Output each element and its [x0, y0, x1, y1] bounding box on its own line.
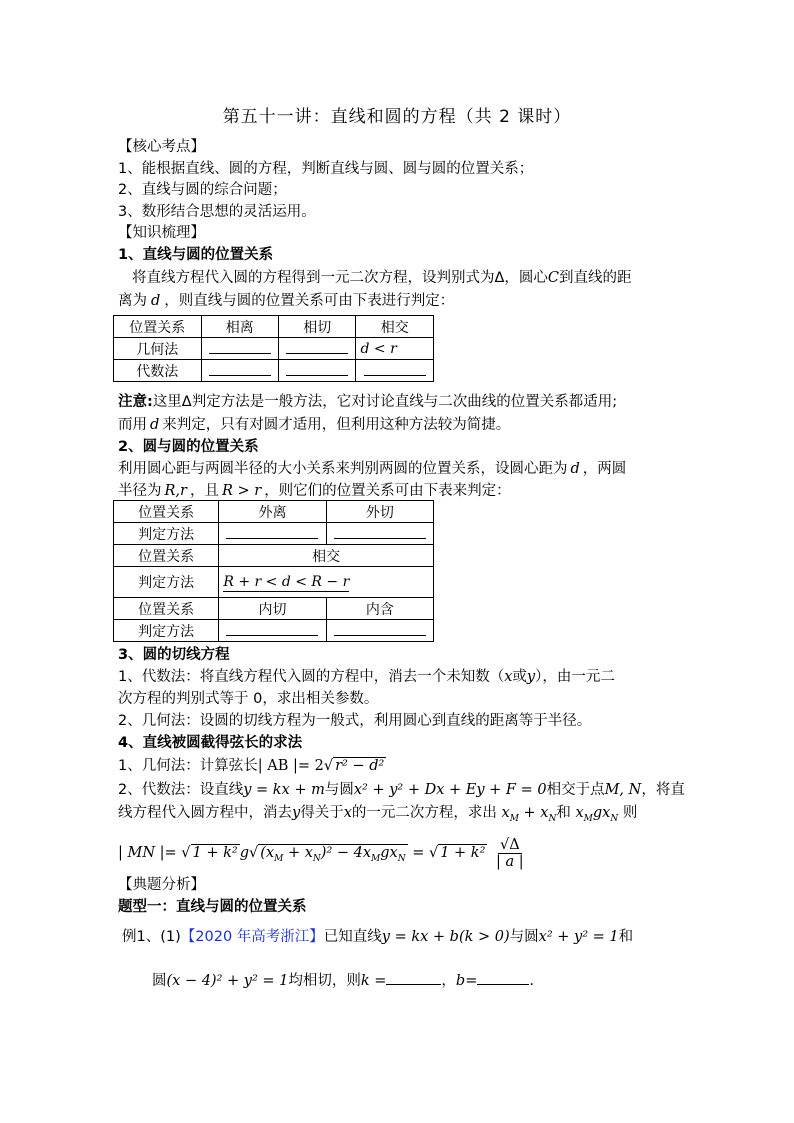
answer-cell: R + r < d < R − r: [219, 567, 434, 598]
section-2-title: 2、圆与圆的位置关系: [118, 439, 259, 455]
table-row-label: 判定方法: [114, 523, 219, 545]
page-title: 第五十一讲：直线和圆的方程（共 2 课时）: [222, 107, 572, 127]
table-header: 内切: [219, 598, 326, 620]
blank-cell: [219, 620, 326, 642]
blank-cell: [279, 338, 356, 360]
table-header: 外切: [326, 501, 433, 523]
section-4-line-3: 线方程代入圆方程中，消去y得关于x的一元二次方程，求出 $x_M + x_N$和 $x_Mgx_N$ 则: [118, 805, 638, 824]
analysis-heading: 【典题分析】: [118, 877, 205, 893]
table-row-label: 判定方法: [114, 620, 219, 642]
table-row-label: 位置关系: [114, 598, 219, 620]
blank-cell: [201, 360, 278, 382]
section-2-para-1: 利用圆心距与两圆半径的大小关系来判别两圆的位置关系，设圆心距为 d ，两圆: [118, 461, 627, 477]
chord-length-formula: | MN |= √ 1 + k² g√ $(x_M + x_N)^2 - 4x_Mgx_N$ = √ 1 + k² $\frac{√\Delta}{| a |}$: [118, 836, 524, 870]
knowledge-heading: 【知识梳理】: [118, 225, 205, 241]
section-3-line-3: 2、几何法：设圆的切线方程为一般式，利用圆心到直线的距离等于半径。: [118, 713, 592, 729]
table-header: 相离: [201, 316, 278, 338]
blank-cell: [356, 360, 434, 382]
table-header: 相切: [279, 316, 356, 338]
core-item-1: 1、能根据直线、圆的方程，判断直线与圆、圆与圆的位置关系；: [118, 161, 534, 177]
answer-cell: d < r: [356, 338, 434, 360]
section-3-line-2: 次方程的判别式等于 0，求出相关参数。: [118, 691, 379, 707]
section-3-title: 3、圆的切线方程: [118, 647, 230, 663]
table-row-label: 代数法: [114, 360, 202, 382]
note-line-1: 注意:这里Δ判定方法是一般方法，它对讨论直线与二次曲线的位置关系都适用;: [118, 394, 618, 410]
section-4-title: 4、直线被圆截得弦长的求法: [118, 735, 303, 751]
example-1-line-1: 例1、(1)【2020 年高考浙江】已知直线y = kx + b(k > 0)与圆x² + y² = 1和: [122, 929, 634, 945]
section-3-line-1: 1、代数法：将直线方程代入圆的方程中，消去一个未知数（x或y），由一元二: [118, 669, 615, 685]
note-line-2: 而用 d 来判定，只有对圆才适用，但利用这种方法较为简捷。: [118, 417, 511, 433]
fraction: $\frac{√\Delta}{| a |}$: [496, 836, 524, 870]
type-1-title: 题型一：直线与圆的位置关系: [118, 899, 307, 915]
blank-cell: [279, 360, 356, 382]
table-row-label: 判定方法: [114, 567, 219, 598]
blank-cell: [326, 620, 433, 642]
table-header: 位置关系: [114, 316, 202, 338]
blank-cell: [201, 338, 278, 360]
section-4-line-2: 2、代数法：设直线y = kx + m与圆x² + y² + Dx + Ey + F = 0相交于点M, N，将直: [118, 782, 685, 798]
core-heading: 【核心考点】: [118, 139, 205, 155]
section-4-line-1: 1、几何法：计算弦长| AB |= 2√ r² − d²: [118, 758, 385, 774]
table-header: 相交: [219, 545, 434, 567]
table-header: 外离: [219, 501, 326, 523]
core-item-2: 2、直线与圆的综合问题；: [118, 182, 287, 198]
example-1-line-2: 圆(x − 4)² + y² = 1均相切，则k = ，b= .: [152, 970, 534, 991]
circle-circle-table: [113, 500, 434, 642]
table-header: 内含: [326, 598, 433, 620]
section-1-title: 1、直线与圆的位置关系: [118, 247, 274, 263]
table-row-label: 位置关系: [114, 501, 219, 523]
section-1-para-2: 离为 d ，则直线与圆的位置关系可由下表进行判定：: [118, 293, 455, 309]
section-2-para-2: 半径为 R,r ，且 R > r ，则它们的位置关系可由下表来判定：: [118, 483, 511, 499]
blank-cell: [326, 523, 433, 545]
blank-cell: [219, 523, 326, 545]
line-circle-table: [113, 315, 434, 382]
table-row-label: 位置关系: [114, 545, 219, 567]
table-header: 相交: [356, 316, 434, 338]
table-row-label: 几何法: [114, 338, 202, 360]
core-item-3: 3、数形结合思想的灵活运用。: [118, 204, 316, 220]
section-1-para-1: 将直线方程代入圆的方程得到一元二次方程，设判别式为Δ，圆心C到直线的距: [132, 270, 632, 286]
